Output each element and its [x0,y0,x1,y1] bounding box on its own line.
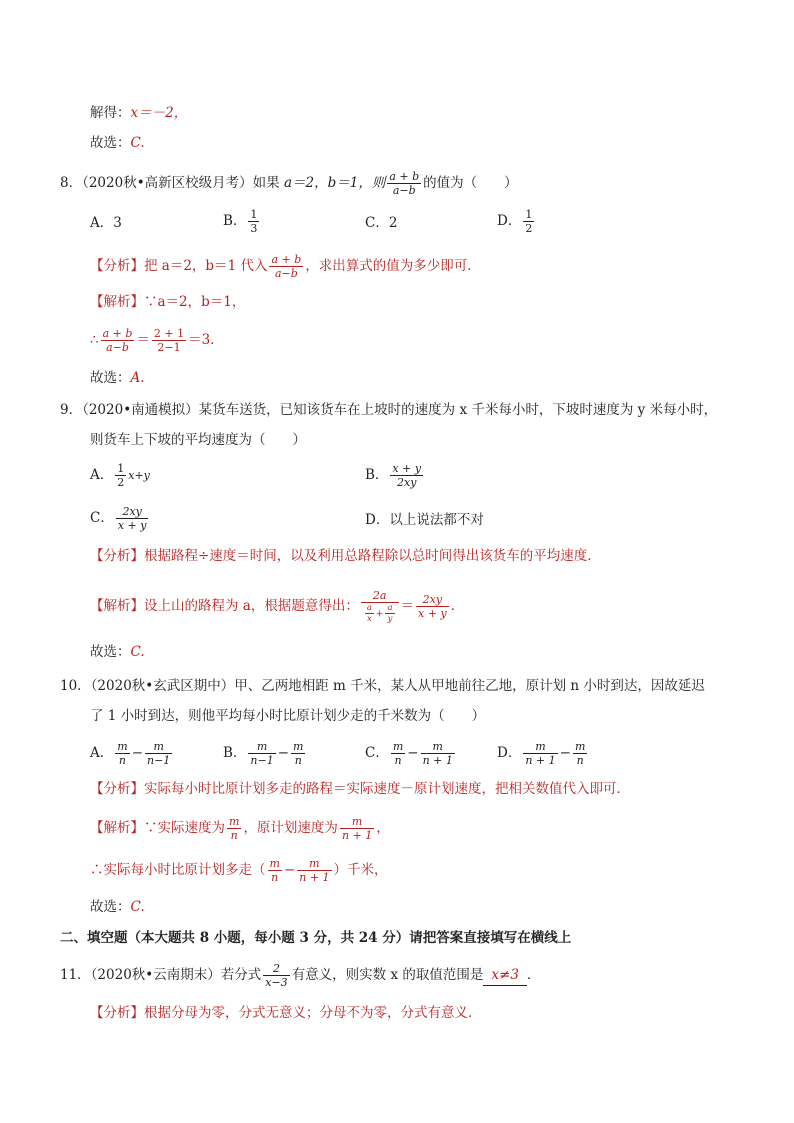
q10-solution: 【解析】∵实际速度为 $\frac{m}{n}$ ，原计划速度为 $\frac{m}{n + 1}$ ， [90,815,390,842]
q8-calc: ∴ $\frac{a + b}{a-b}$ ＝ $\frac{2 + 1}{2-1}$ ＝3． [90,327,224,354]
q8-option-c: C．2 [365,215,398,231]
q8-source: （2020秋•高新区校级月考）如果 [82,175,280,191]
q8-condition: a＝2，b＝1，则 [283,175,386,191]
q8-analysis: 【分析】把 a＝2，b＝1 代入 $\frac{a + b}{a-b}$ ，求出算式的值为多少即可． [90,253,481,280]
q10-choice: 故选：C. [90,899,145,915]
q10-conclusion: ∴实际每小时比原计划多走（ $\frac{m}{n}$ − $\frac{m}{n + 1}$ ）千米， [90,857,388,884]
solve-label: 解得： [90,105,131,121]
q9-option-c: C． $\frac{2xy}{x + y}$ [90,505,147,532]
q10-option-c: C． $\frac{m}{n}$ − $\frac{m}{n + 1}$ [365,740,453,767]
q10-option-b: B． $\frac{m}{n-1}$ − $\frac{m}{n}$ [223,740,304,767]
q11-analysis: 【分析】根据分母为零，分式无意义；分母不为零，分式有意义． [90,1005,482,1021]
q9-stem-line1: 9．（2020•南通模拟）某货车送货，已知该货车在上坡时的速度为 x 千米每小时，下坡时速度为 y 米每小时， [60,402,718,418]
q9-option-b: B． $\frac{x + y}{2xy}$ [365,462,422,489]
analysis-tag: 【分析】 [90,258,144,274]
q10-option-a: A． $\frac{m}{n}$ − $\frac{m}{n-1}$ [90,740,171,767]
solve-line [90,103,187,123]
q8-tail: 的值为（ ） [423,175,518,191]
q8-option-d: D． $\frac{1}{2}$ [497,208,533,235]
q11-stem: 11．（2020秋•云南期末）若分式 $\frac{2}{x-3}$ 有意义，则实数 x 的取值范围是 x≠3 ． [60,962,541,989]
q8-stem [60,170,518,197]
q8-option-b: B． $\frac{1}{3}$ [223,208,258,235]
q10-option-d: D． $\frac{m}{n + 1}$ − $\frac{m}{n}$ [497,740,586,767]
q9-complex-fraction: 2a $\frac{a}{x}$ + $\frac{a}{y}$ [361,589,399,624]
q10-stem-line2: 了 1 小时到达，则他平均每小时比原计划少走的千米数为（ ） [90,708,486,724]
solve-value: x＝－2， [130,105,188,121]
q10-number: 10． [60,678,91,694]
q10-analysis: 【分析】实际每小时比原计划多走的路程＝实际速度－原计划速度，把相关数值代入即可． [90,781,630,797]
q8-fraction: $\frac{a + b}{a-b}$ [389,170,420,197]
q11-number: 11． [60,967,91,983]
q9-choice: 故选：C. [90,644,145,660]
choice-answer: C. [130,135,145,151]
section2-title: 二、填空题（本大题共 8 小题，每小题 3 分，共 24 分）请把答案直接填写在横线上 [60,930,572,946]
q9-option-d: D．以上说法都不对 [365,512,484,528]
q11-answer-blank: x≠3 [483,965,527,986]
choice-label: 故选： [90,135,131,151]
choice-line [90,133,145,153]
q8-number: 8． [60,175,83,191]
q9-number: 9． [60,402,83,418]
q8-solution: 【解析】∵a＝2，b＝1， [90,294,246,310]
q9-stem-line2: 则货车上下坡的平均速度为（ ） [90,432,306,448]
q8-option-a: A．3 [90,215,122,231]
q9-analysis: 【分析】根据路程÷速度＝时间，以及利用总路程除以总时间得出该货车的平均速度． [90,548,601,564]
q9-option-a: A． $\frac{1}{2}$ x+y [90,462,150,489]
solution-tag: 【解析】 [90,294,144,310]
q8-choice: 故选：A. [90,370,145,386]
q10-stem-line1: 10．（2020秋•玄武区期中）甲、乙两地相距 m 千米，某人从甲地前往乙地，原计划 n 小时到达，因故延迟 [60,678,705,694]
q9-solution: 【解析】设上山的路程为 a，根据题意得出： 2a $\frac{a}{x}$ + $\frac{a}{y}$ ＝ $\frac{2xy}{x + y}$ ． [90,589,465,624]
